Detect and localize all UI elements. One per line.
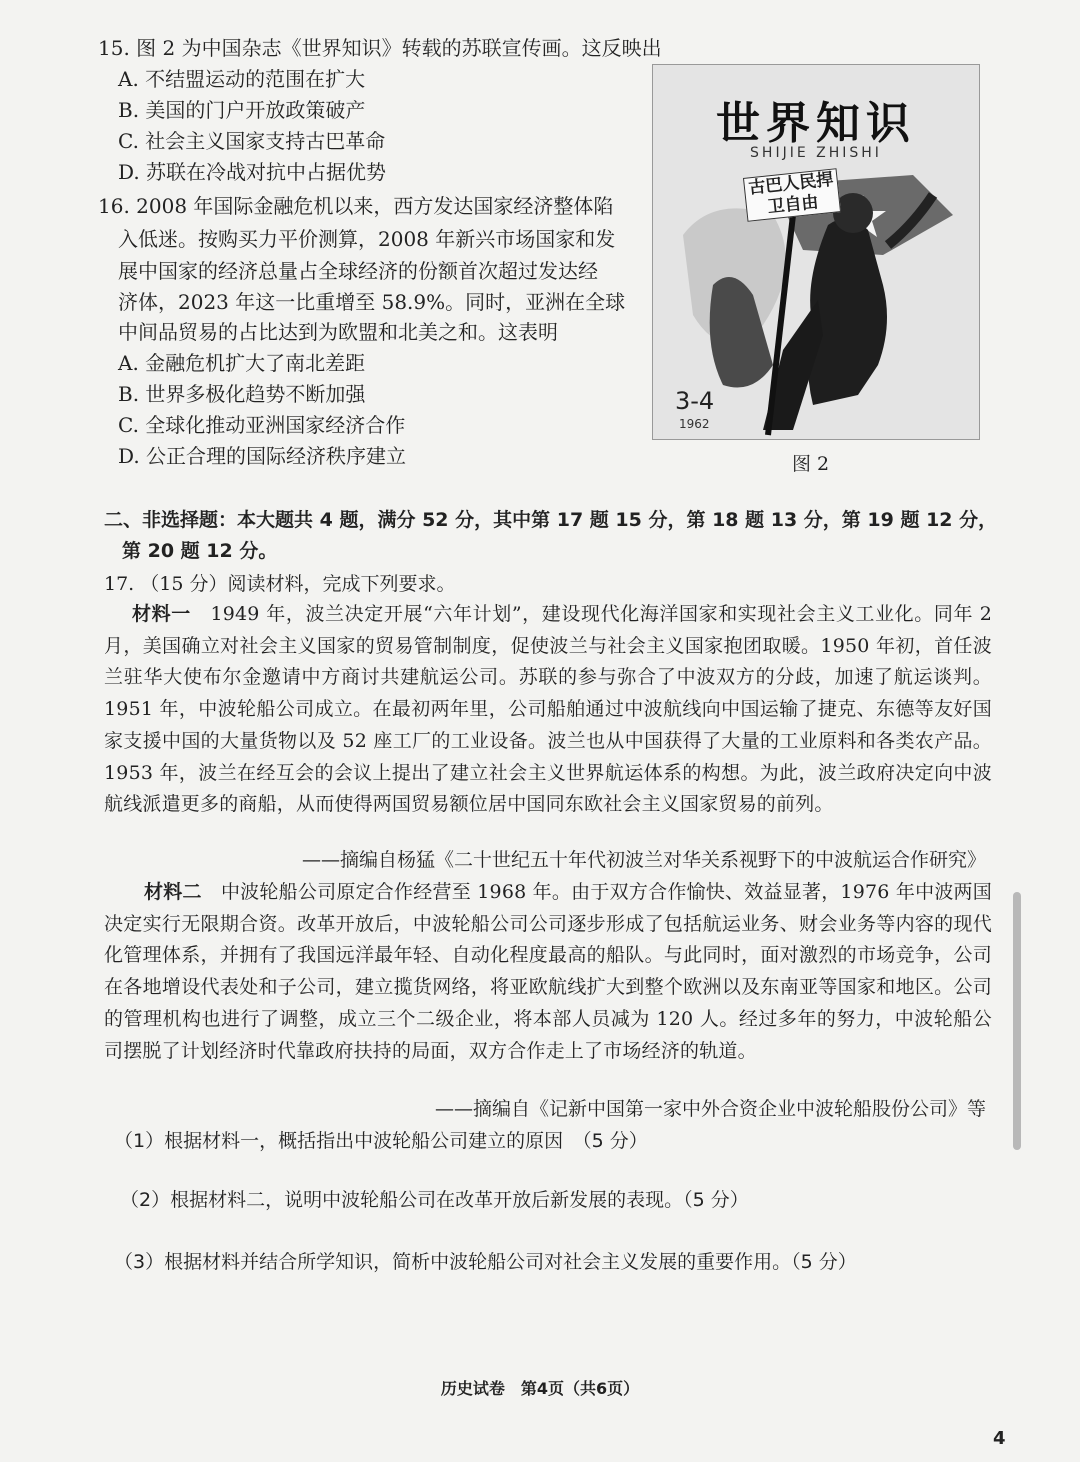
q15-stem: 15. 图 2 为中国杂志《世界知识》转载的苏联宣传画。这反映出: [98, 36, 662, 60]
magazine-year: 1962: [679, 417, 710, 431]
q17-material-1: [104, 599, 992, 821]
magazine-slogan: 古巴人民捍卫自由: [743, 168, 841, 222]
q16-stem-line-1: 16. 2008 年国际金融危机以来，西方发达国家经济整体陷: [98, 194, 614, 218]
q15-option-a: A. 不结盟运动的范围在扩大: [118, 67, 366, 91]
figure-magazine-cover: [652, 64, 980, 440]
q16-stem-line-2: 入低迷。按购买力平价测算，2008 年新兴市场国家和发: [118, 227, 616, 251]
q17-subquestion-2: （2）根据材料二，说明中波轮船公司在改革开放后新发展的表现。（5 分）: [120, 1189, 749, 1211]
q16-option-d: D. 公正合理的国际经济秩序建立: [118, 444, 407, 468]
page-footer: 历史试卷 第4页（共6页）: [440, 1379, 640, 1398]
q15-option-d: D. 苏联在冷战对抗中占据优势: [118, 160, 387, 184]
q16-stem-line-4: 济体，2023 年这一比重增至 58.9%。同时，亚洲在全球: [118, 290, 626, 314]
q16-option-a: A. 金融危机扩大了南北差距: [118, 351, 366, 375]
scrollbar-thumb[interactable]: [1013, 892, 1021, 1150]
q17-source-2: ——摘编自《记新中国第一家中外合资企业中波轮船股份公司》等: [434, 1098, 986, 1120]
corner-mark: 4: [993, 1428, 1006, 1449]
q16-option-b: B. 世界多极化趋势不断加强: [118, 382, 366, 406]
magazine-issue: 3-4: [675, 387, 715, 415]
material-2-text: 中波轮船公司原定合作经营至 1968 年。由于双方合作愉快、效益显著，1976 年中波两国决定实行无限期合资。改革开放后，中波轮船公司公司逐步形成了包括航运业务、财会业务等内容的现代化管理体系，并拥有了我国远洋最年轻、自动化程度最高的船队。与此同时，面对激烈的市场竞争，公司在各地增设代表处和子公司，建立揽货网络，将亚欧航线扩大到整个欧洲以及东南亚等国家和地区。公司的管理机构也进行了调整，成立三个二级企业，将本部人员减为 120 人。经过多年的努力，中波轮船公司摆脱了计划经济时代靠政府扶持的局面，双方合作走上了市场经济的轨道。: [104, 881, 992, 1062]
q17-stem: 17. （15 分）阅读材料，完成下列要求。: [104, 573, 456, 595]
material-1-lead: 材料一: [132, 603, 191, 625]
q15-option-c: C. 社会主义国家支持古巴革命: [118, 129, 386, 153]
material-2-lead: 材料二: [144, 881, 202, 903]
q17-subquestion-1: （1）根据材料一，概括指出中波轮船公司建立的原因 （5 分）: [114, 1130, 648, 1152]
q17-subquestion-3: （3）根据材料并结合所学知识，简析中波轮船公司对社会主义发展的重要作用。（5 分）: [114, 1251, 857, 1273]
magazine-pinyin: SHIJIE ZHISHI: [750, 145, 882, 161]
magazine-title: 世界知识: [716, 98, 916, 149]
section2-heading-line-2: 第 20 题 12 分。: [122, 540, 278, 562]
q16-stem-line-3: 展中国家的经济总量占全球经济的份额首次超过发达经: [118, 259, 598, 283]
q16-stem-line-5: 中间品贸易的占比达到为欧盟和北美之和。这表明: [118, 320, 558, 344]
q16-option-c: C. 全球化推动亚洲国家经济合作: [118, 413, 406, 437]
q17-material-2: [104, 877, 992, 1067]
figure-caption: 图 2: [792, 453, 830, 475]
q15-option-b: B. 美国的门户开放政策破产: [118, 98, 366, 122]
q17-source-1: ——摘编自杨猛《二十世纪五十年代初波兰对华关系视野下的中波航运合作研究》: [301, 849, 986, 871]
material-1-text: 1949 年，波兰决定开展“六年计划”，建设现代化海洋国家和实现社会主义工业化。同年 2 月，美国确立对社会主义国家的贸易管制制度，促使波兰与社会主义国家抱团取暖。1950 年初，首任波兰驻华大使布尔金邀请中方商讨共建航运公司。苏联的参与弥合了中波双方的分歧，加速了航运谈判。1951 年，中波轮船公司成立。在最初两年里，公司船舶通过中波航线向中国运输了捷克、东德等友好国家支援中国的大量货物以及 52 座工厂的工业设备。波兰也从中国获得了大量的工业原料和各类农产品。1953 年，波兰在经互会的会议上提出了建立社会主义世界航运体系的构想。为此，波兰政府决定向中波航线派遣更多的商船，从而使得两国贸易额位居中国同东欧社会主义国家贸易的前列。: [104, 603, 993, 816]
section2-heading-line-1: 二、非选择题：本大题共 4 题，满分 52 分，其中第 17 题 15 分，第 18 题 13 分，第 19 题 12 分，: [104, 509, 998, 531]
